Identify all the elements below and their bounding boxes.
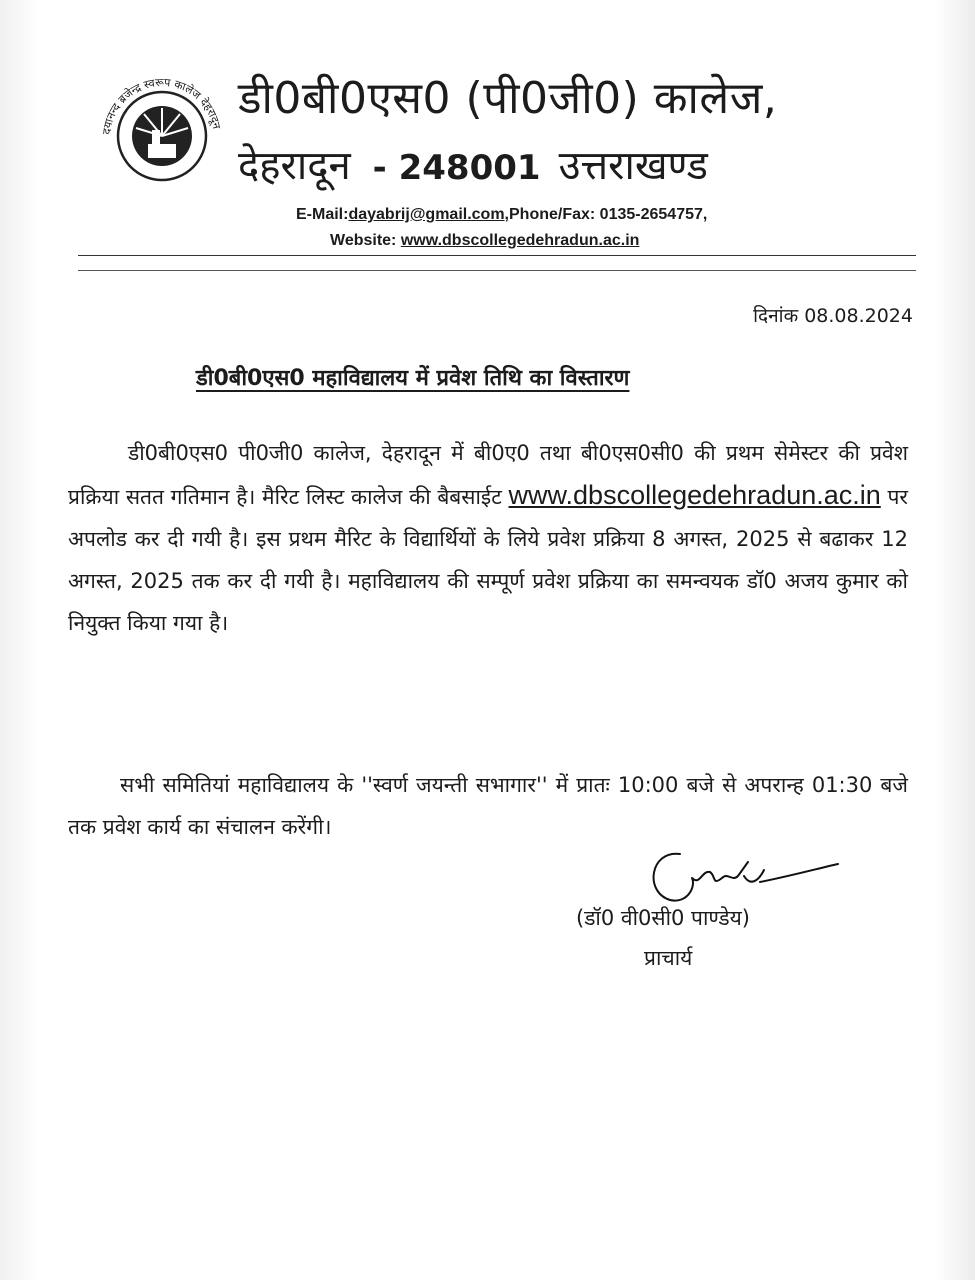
body-paragraph-2: सभी समितियां महाविद्यालय के ''स्वर्ण जयन्ती सभागार'' में प्रातः 10:00 बजे से अपरान्ह 01:30 बजे तक प्रवेश कार्य का संचालन करेंगी।	[68, 773, 908, 839]
city: देहरादून	[238, 143, 351, 189]
header-divider-secondary	[78, 270, 916, 271]
signatory-name: (डॉ0 वी0सी0 पाण्डेय)	[576, 906, 750, 930]
body-paragraph-1: डी0बी0एस0 पी0जी0 कालेज, देहरादून में बी0ए0 तथा बी0एस0सी0 की प्रथम सेमेस्टर की प्रवेश प्रक्रिया सतत गतिमान है। मैरिट लिस्ट कालेज की बैबसाईट www.dbscollegedehradun.ac.in पर अपलोड कर दी गयी है। इस प्रथम मैरिट के विद्यार्थियों के लिये प्रवेश प्रक्रिया 8 अगस्त, 2025 से बढाकर 12 अगस्त, 2025 तक कर दी गयी है। महाविद्यालय की सम्पूर्ण प्रवेश प्रक्रिया का समन्वयक डॉ0 अजय कुमार को नियुक्त किया गया है।	[68, 441, 908, 635]
email-label: E-Mail:	[296, 206, 349, 223]
inline-website-link[interactable]: www.dbscollegedehradun.ac.in	[508, 480, 881, 510]
signatory-title: प्राचार्य	[644, 946, 693, 970]
pin-code: - 248001	[372, 148, 541, 188]
state: उत्तराखण्ड	[558, 143, 708, 189]
website-link[interactable]: www.dbscollegedehradun.ac.in	[400, 232, 640, 249]
college-name: डी0बी0एस0 (पी0जी0) कालेज,	[238, 73, 778, 124]
letter-date: दिनांक 08.08.2024	[753, 305, 913, 327]
header-divider	[78, 255, 916, 256]
address-line	[238, 136, 708, 191]
logo-arc-text: दयानन्द ब्रजेन्द्र स्वरूप कालेज देहरादून	[100, 75, 224, 136]
college-logo	[92, 60, 232, 200]
website-label: Website:	[330, 232, 397, 249]
contact-line	[296, 206, 707, 224]
letter-subject: डी0बी0एस0 महाविद्यालय में प्रवेश तिथि का विस्तारण	[196, 366, 630, 391]
website-line	[330, 232, 639, 250]
email-link[interactable]: dayabrij@gmail.com	[348, 206, 505, 223]
phone-text: ,Phone/Fax: 0135-2654757,	[504, 206, 708, 223]
